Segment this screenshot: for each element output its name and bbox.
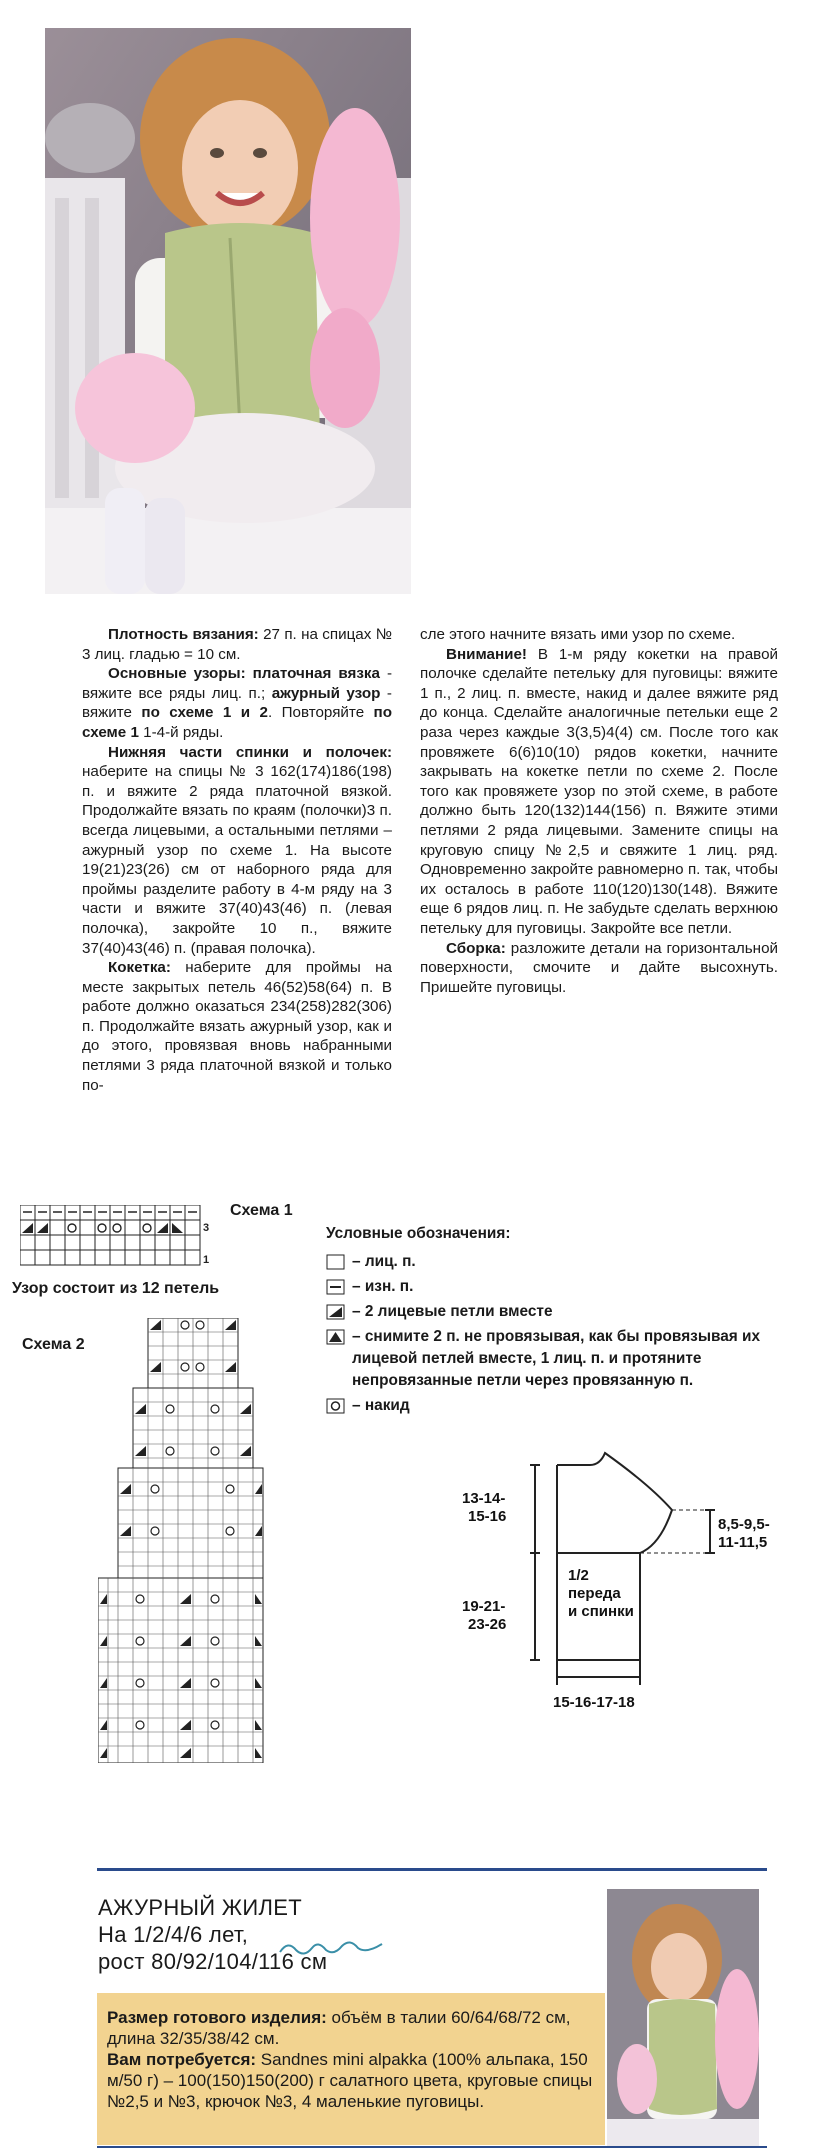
legend-item: – изн. п. bbox=[326, 1276, 814, 1298]
legend bbox=[326, 1223, 814, 1420]
instructions-right-column bbox=[420, 625, 778, 997]
continuation-paragraph: сле этого начните вязать ими узор по схеме. bbox=[420, 626, 736, 643]
gauge-paragraph: Плотность вязания: 27 п. на спицах № 3 лиц. гладью = 10 см. bbox=[82, 626, 392, 663]
pattern-note: Узор состоит из 12 петель bbox=[12, 1280, 220, 1297]
k2tog-icon bbox=[326, 1304, 346, 1320]
divider bbox=[97, 2146, 767, 2148]
dim-yoke-label: 11-11,5 bbox=[718, 1534, 768, 1551]
legend-title: Условные обозначения: bbox=[326, 1225, 511, 1242]
pattern-height: рост 80/92/104/116 см bbox=[98, 1949, 328, 1974]
schema-2-label: Схема 2 bbox=[22, 1336, 85, 1353]
dim-shoulder-label: 15-16 bbox=[468, 1508, 507, 1525]
main-photo bbox=[45, 28, 411, 594]
knit-square-icon bbox=[326, 1254, 346, 1270]
schema-1-label: Схема 1 bbox=[230, 1202, 293, 1219]
diagram-inner-label: и спинки bbox=[568, 1603, 634, 1620]
yoke-paragraph: Кокетка: наберите для проймы на месте закрытых петель 46(52)58(64) п. В работе должно оказаться 234(258)282(306) п. Продолжайте вязать ажурный узор, как и до этого, провязвая вновь набранными петлями 3 ряда платочной вязкой и только по- bbox=[82, 959, 392, 1094]
schema-2-chart bbox=[98, 1318, 278, 1768]
pattern-age: На 1/2/4/6 лет, bbox=[98, 1922, 249, 1947]
dim-yoke-label: 8,5-9,5- bbox=[718, 1516, 770, 1533]
pattern-title: АЖУРНЫЙ ЖИЛЕТ bbox=[98, 1895, 302, 1920]
dim-body-label: 19-21- bbox=[462, 1598, 506, 1615]
thumbnail-photo bbox=[607, 1889, 759, 2147]
lower-parts-paragraph: Нижняя части спинки и полочек: наберите на спицы № 3 162(174)186(198) п. и вяжите 2 ряда платочной вязкой. Продолжайте вязать по краям (полочки)3 п. всегда лицевыми, а остальными петлями – ажурный узор по схеме 1. На высоте 19(21)23(26) см от наборного ряда для проймы разделите работу в 4-м ряду на 3 части и вяжите 37(40)43(46) п. (левая полочка), закройте 10 п., вяжите 37(40)43(46) п. (правая полочка). bbox=[82, 743, 392, 957]
schema-1-row-label: 3 bbox=[203, 1222, 210, 1234]
divider bbox=[97, 1868, 767, 1871]
assembly-paragraph: Сборка: разложите детали на горизонтальной поверхности, смочите и дайте высохнуть. Пришейте пуговицы. bbox=[420, 939, 778, 996]
schema-1-chart bbox=[20, 1205, 220, 1276]
instructions-left-column bbox=[82, 625, 392, 1095]
diagram-inner-label: 1/2 bbox=[568, 1567, 589, 1584]
diagram-inner-label: переда bbox=[568, 1585, 621, 1602]
attention-paragraph: Внимание! В 1-м ряду кокетки на правой полочке сделайте петельку для пуговицы: вяжите 1 п., 2 лиц. п. вместе, накид и далее вяжите ряд до конца. Сделайте аналогичные петельки еще 2 раза через каждые 3(3,5)4(4) см. После того как провяжете 6(6)10(10) рядов кокетки, начните закрывать на кокетке петли по схеме 2. После того как провяжете узор по этой схеме, в работе должно быть 120(132)144(156) п. Вяжите этими петлями 2 ряда лицевыми. Замените спицы на круговую спицу №2,5 и свяжите 1 лиц. ряд. Одновременно закройте равномерно п. так, чтобы их осталось в работе 110(120)130(148). Вяжите еще 6 рядов лиц. п. Не забудьте сделать верхнюю петельку для пуговицы. Закройте все петли. bbox=[420, 645, 778, 937]
handwritten-scribble-icon bbox=[278, 1936, 388, 1960]
dim-shoulder-label: 13-14- bbox=[462, 1490, 506, 1507]
legend-item: – лиц. п. bbox=[326, 1251, 814, 1273]
purl-square-icon bbox=[326, 1279, 346, 1295]
size-info: Размер готового изделия: объём в талии 60/64/68/72 см, длина 32/35/38/42 см. bbox=[107, 2008, 571, 2048]
info-box bbox=[97, 1993, 605, 2145]
dim-body-label: 23-26 bbox=[468, 1616, 507, 1633]
materials-info: Вам потребуется: Sandnes mini alpakka (100% альпака, 150 м/50 г) – 100(150)150(200) г салатного цвета, круговые спицы №2,5 и №3, крючок №3, 4 маленькие пуговицы. bbox=[107, 2050, 593, 2111]
legend-item: – 2 лицевые петли вместе bbox=[326, 1301, 814, 1323]
pattern-header bbox=[98, 1894, 327, 1975]
patterns-paragraph: Основные узоры: платочная вязка - вяжите все ряды лиц. п.; ажурный узор - вяжите по схеме 1 и 2. Повторяйте по схеме 1 1-4-й ряды. bbox=[82, 665, 392, 741]
sk2p-icon bbox=[326, 1329, 346, 1345]
dim-width-label: 15-16-17-18 bbox=[553, 1694, 635, 1711]
legend-item: – снимите 2 п. не провязывая, как бы провязывая их лицевой петлей вместе, 1 лиц. п. и протяните непровязанные петли через провязанную п. bbox=[326, 1326, 814, 1392]
yarn-over-icon bbox=[326, 1398, 346, 1414]
schema-1-row-label: 1 bbox=[203, 1254, 210, 1266]
legend-item: – накид bbox=[326, 1395, 814, 1417]
measurement-diagram bbox=[460, 1445, 800, 1740]
